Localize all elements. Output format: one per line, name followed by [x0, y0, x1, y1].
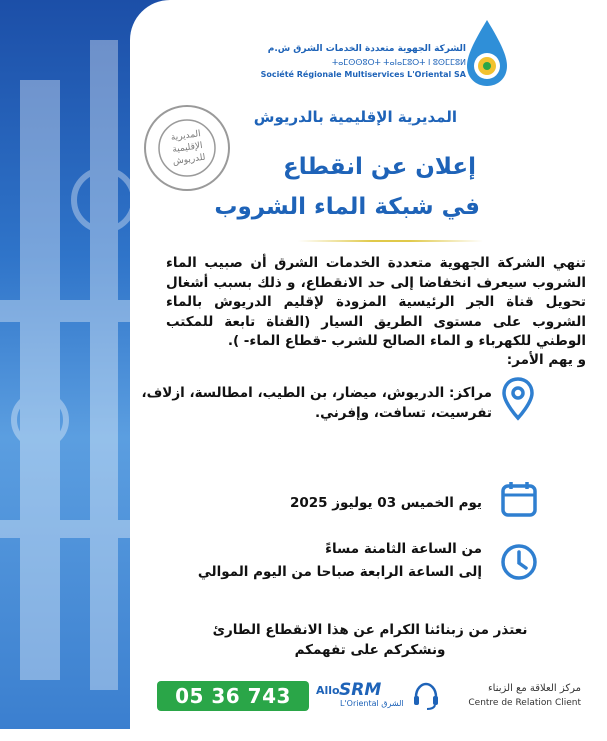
clock-icon	[499, 542, 539, 582]
client-center-arabic: مركز العلاقة مع الزبناء	[487, 683, 581, 694]
logo-french: Société Régionale Multiservices L'Oriental SA	[260, 70, 466, 79]
stamp-text: المديرية الإقليمية للدريوش	[170, 129, 207, 168]
allo-label: Allo	[316, 684, 340, 697]
outage-date: يوم الخميس 03 يوليوز 2025	[289, 495, 482, 511]
directorate-name: المديرية الإقليمية بالدريوش	[253, 108, 457, 126]
time-to: إلى الساعة الرابعة صباحا من اليوم الموالي	[197, 564, 482, 580]
announcement-title-line2: في شبكة الماء الشروب	[214, 194, 480, 220]
location-pin-icon	[500, 376, 536, 422]
srm-subtitle: L'Oriental الشرق	[340, 699, 404, 708]
client-center-french: Centre de Relation Client	[468, 698, 581, 708]
announcement-title-line1: إعلان عن انقطاع	[283, 154, 476, 180]
srm-drop-logo-icon	[463, 18, 511, 88]
affected-locations: مراكز: الدريوش، ميضار، بن الطيب، امطالسة، ازلاف، تفرسيت، تسافت، وإفرني.	[141, 385, 492, 421]
title-divider	[298, 240, 483, 242]
logo-amazigh: ⵜⴰⵎⵙⵙⵓⵔⵜ ⵜⴰⵏⴰⵎⵓⵔⵜ ⵏ ⵓⵙⵎⵎⵓⵍ	[331, 58, 466, 67]
concern-label: و يهم الأمر:	[506, 352, 586, 368]
phone-number[interactable]: 05 36 743 743	[157, 681, 309, 711]
time-from: من الساعة الثامنة مساءً	[325, 541, 482, 557]
apology-message: نعتذر من زبنائنا الكرام عن هذا الانقطاع الطارئ ونشكركم على تفهمكم	[212, 622, 528, 658]
logo-arabic: الشركة الجهوية متعددة الخدمات الشرق ش.م	[267, 44, 466, 54]
announcement-body: تنهي الشركة الجهوية متعددة الخدمات الشرق أن صبيب الماء الشروب سيعرف انخفاضا إلى حد الانقطاع، و ذلك بسبب أشغال تحويل قناة الجر الرئيسية المزودة لإقليم الدريوش بالماء الشروب على مستوى الطريق السيار (القناة تابعة للمكتب الوطني للكهرباء و الماء الصالح للشرب -قطاع الماء- ).	[166, 255, 586, 349]
headset-icon	[412, 681, 440, 711]
company-logo-text	[238, 30, 466, 85]
srm-brand: SRM	[339, 680, 382, 700]
calendar-icon	[500, 480, 538, 518]
